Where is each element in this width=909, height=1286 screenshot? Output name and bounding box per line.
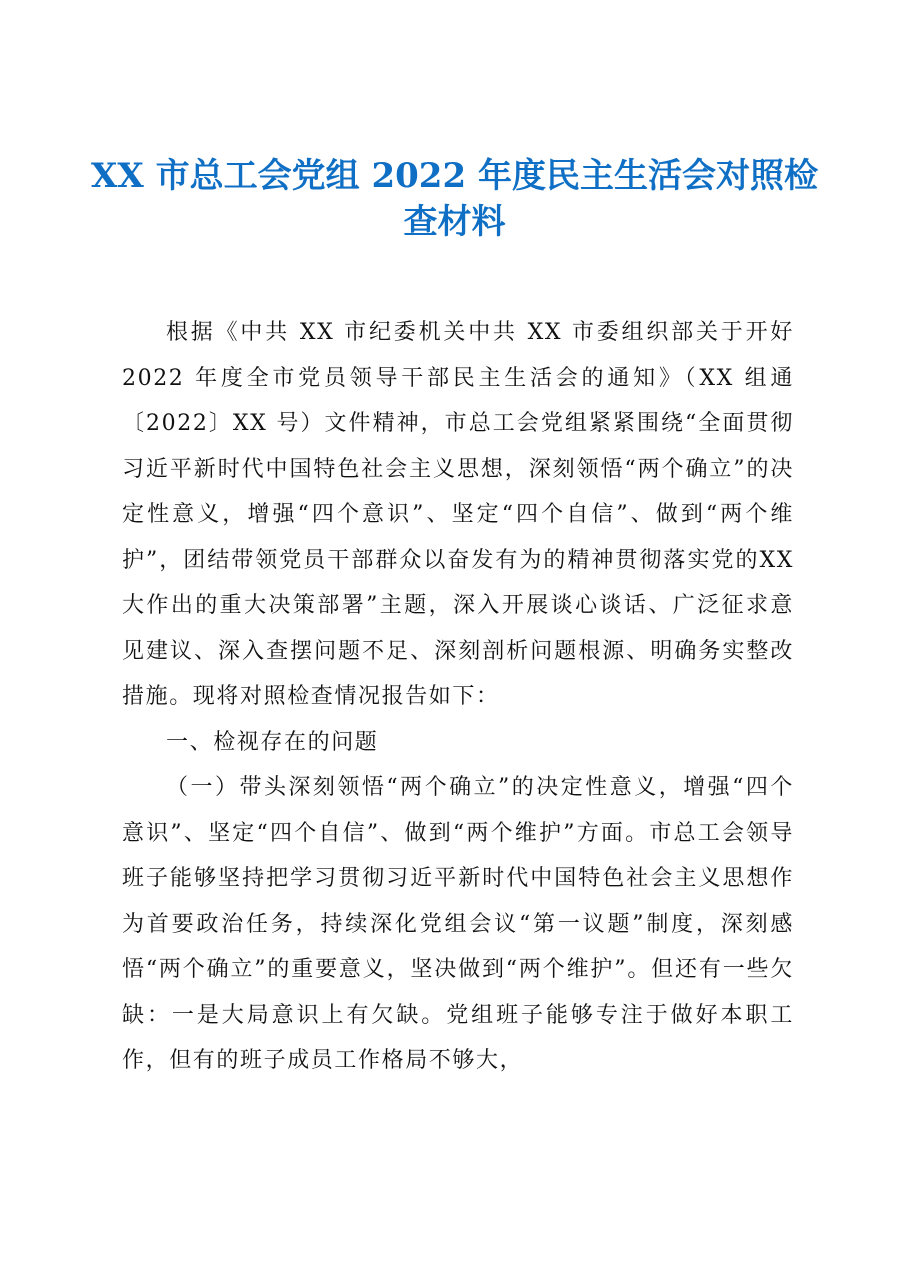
title-line-1: XX 市总工会党组 2022 年度民主生活会对照检 [91,156,818,196]
subsection-paragraph: （一）带头深刻领悟“两个确立”的决定性意义，增强“四个意识”、坚定“四个自信”、做到“两个维护”方面。市总工会领导班子能够坚持把学习贯彻习近平新时代中国特色社会主义思想作为首要政治任务，持续深化党组会议“第一议题”制度，深刻感悟“两个确立”的重要意义，坚决做到“两个维护”。但还有一些欠缺：一是大局意识上有欠缺。党组班子能够专注于做好本职工作，但有的班子成员工作格局不够大， [122,775,794,1073]
document-title [80,153,829,245]
title-line-2: 查材料 [403,202,506,242]
intro-paragraph: 根据《中共 XX 市纪委机关中共 XX 市委组织部关于开好 2022 年度全市党员领导干部民主生活会的通知》（XX 组通〔2022〕XX 号）文件精神，市总工会党组紧紧围绕“全面贯彻习近平新时代中国特色社会主义思想，深刻领悟“两个确立”的决定性意义，增强“四个意识”、坚定“四个自信”、做到“两个维护”，团结带领党员干部群众以奋发有为的精神贯彻落实党的XX大作出的重大决策部署”主题，深入开展谈心谈话、广泛征求意见建议、深入查摆问题不足、深刻剖析问题根源、明确务实整改措施。现将对照检查情况报告如下： [122,320,794,709]
document-body [122,310,794,1084]
section-heading: 一、检视存在的问题 [166,729,379,755]
